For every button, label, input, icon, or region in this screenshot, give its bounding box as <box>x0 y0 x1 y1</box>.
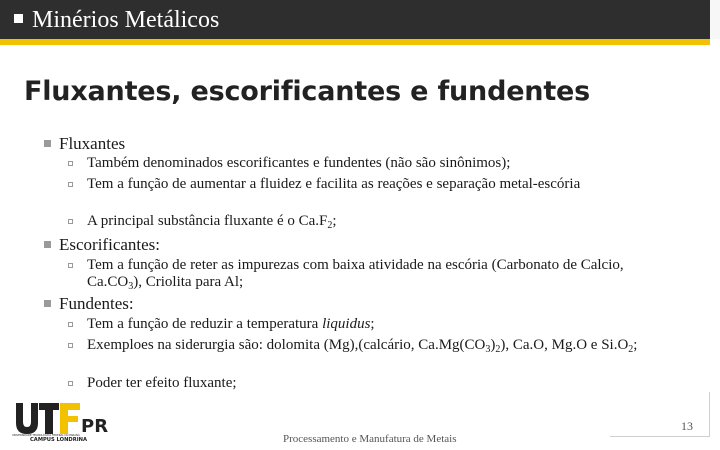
list-item <box>68 316 668 333</box>
hollow-square-bullet-icon <box>68 263 73 268</box>
svg-text:UNIVERSIDADE TECNOLÓGICA FEDER: UNIVERSIDADE TECNOLÓGICA FEDERAL DO PARANÁ <box>12 434 80 437</box>
list-item <box>68 337 642 358</box>
list-item <box>68 213 668 234</box>
hollow-square-bullet-icon <box>68 219 73 224</box>
section-heading-fluxantes <box>44 134 125 154</box>
square-bullet-icon <box>44 300 51 307</box>
hollow-square-bullet-icon <box>68 343 73 348</box>
list-item <box>68 257 670 295</box>
square-bullet-icon <box>44 140 51 147</box>
list-item-text: Também denominados escorificantes e fundentes (não são sinônimos); <box>87 155 511 171</box>
section-heading-text: Fundentes: <box>59 294 134 313</box>
section-heading-text: Escorificantes: <box>59 235 161 254</box>
list-item-text: Poder ter efeito fluxante; <box>87 375 237 391</box>
list-item-text: Tem a função de aumentar a fluidez e facilita as reações e separação metal-escória <box>87 176 581 192</box>
hollow-square-bullet-icon <box>68 182 73 187</box>
list-item-text: Tem a função de reduzir a temperatura liquidus; <box>87 316 375 332</box>
slide-title: Fluxantes, escorificantes e fundentes <box>24 76 591 107</box>
list-item-text: Tem a função de reter as impurezas com baixa atividade na escória (Carbonato de Calcio, $Ca.CO_3$), Criolita para Al; <box>87 257 624 292</box>
square-bullet-icon <box>44 241 51 248</box>
footer-rule-vertical <box>709 392 710 436</box>
section-heading-text: Fluxantes <box>59 134 126 153</box>
section-heading-escorificantes <box>44 235 160 255</box>
svg-text:PR: PR <box>81 416 109 437</box>
list-item-text: A principal substância fluxante é o $Ca.F_2$; <box>87 213 337 231</box>
list-item-text: Exemploes na siderurgia são: dolomita (Mg),(calcário, $Ca.Mg(CO_3)_2$), Ca.O, Mg.O e $Si.O_2$; <box>87 337 638 355</box>
list-item <box>68 375 668 392</box>
footer-rule <box>610 436 710 437</box>
footer-text: Processamento e Manufatura de Metais <box>283 433 457 445</box>
utfpr-logo <box>12 400 112 442</box>
list-item <box>68 155 668 172</box>
hollow-square-bullet-icon <box>68 381 73 386</box>
hollow-square-bullet-icon <box>68 161 73 166</box>
svg-text:CAMPUS LONDRINA: CAMPUS LONDRINA <box>30 437 87 442</box>
section-heading-fundentes <box>44 294 134 314</box>
hollow-square-bullet-icon <box>68 322 73 327</box>
header-title-text: Minérios Metálicos <box>32 7 220 33</box>
list-item <box>68 176 658 193</box>
page-number: 13 <box>681 419 693 433</box>
